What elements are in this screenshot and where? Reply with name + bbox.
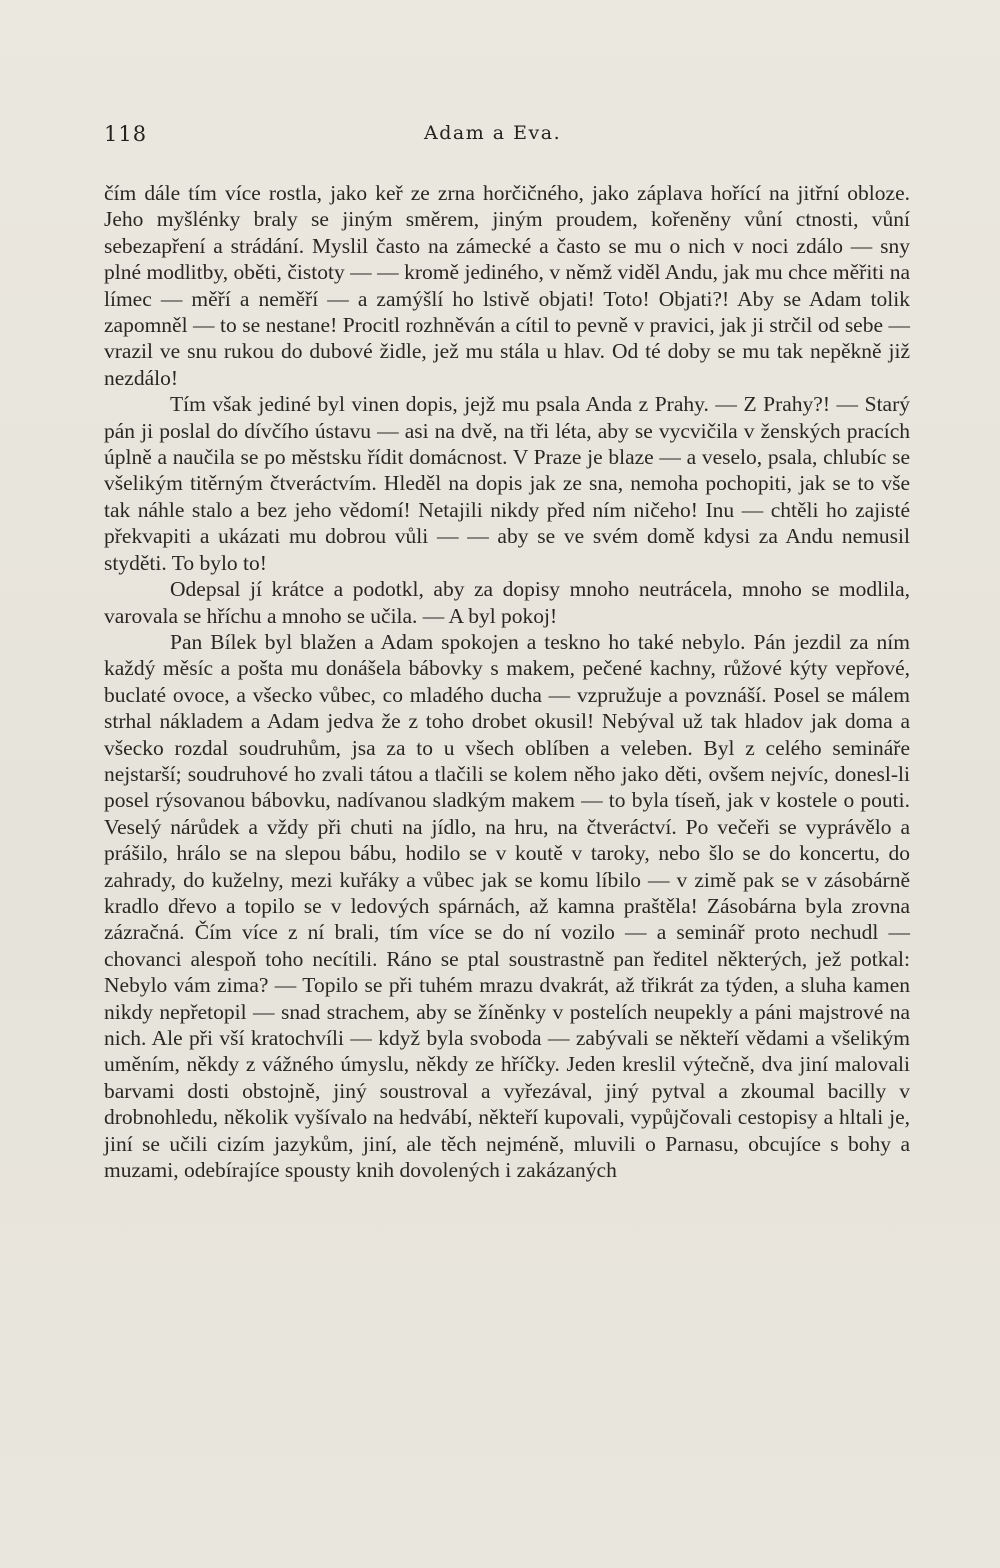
running-title: Adam a Eva. [424, 122, 562, 144]
paragraph: Odepsal jí krátce a podotkl, aby za dopisy mnoho neutrácela, mnoho se modlila, varovala se hříchu a mnoho se učila. — A byl pokoj! [104, 577, 910, 628]
paragraph: Tím však jediné byl vinen dopis, jejž mu psala Anda z Prahy. — Z Prahy?! — Starý pán ji poslal do dívčího ústavu — asi na dvě, na tři léta, aby se vycvičila v ženských pracích úplně a naučila se po městsku řídit domácnost. V Praze je blaze — a veselo, psala, chlubíc se všelikým titěrným čtveráctvím. Hleděl na dopis jak ze sna, nemoha pochopiti, jak se to vše tak náhle stalo a bez jeho vědomí! Netajili nikdy před ním ničeho! Inu — chtěli ho zajisté překvapiti a ukázati mu dobrou vůli — — aby se ve svém domě kdysi za Andu nemusil styděti. To bylo to! [104, 392, 910, 575]
page-header [104, 118, 910, 154]
page-number: 118 [104, 122, 148, 146]
paragraph: čím dále tím více rostla, jako keř ze zrna horčičného, jako záplava hořící na jitřní obloze. Jeho myšlénky braly se jiným směrem, jiným proudem, kořeněny vůní ctnosti, vůní sebezapření a strádání. Myslil často na zámecké a často se mu o nich v noci zdálo — sny plné modlitby, oběti, čistoty — — kromě jediného, v němž viděl Andu, jak mu chce měřiti na límec — měří a neměří — a zamýšlí ho lstivě objati! Toto! Objati?! Aby se Adam tolik zapomněl — to se nestane! Procitl rozhněván a cítil to pevně v pravici, jak ji strčil od sebe — vrazil ve snu rukou do dubové židle, jež mu stála u hlav. Od té doby se mu tak nepěkně již nezdálo! [104, 181, 910, 390]
body-text [104, 180, 910, 1183]
paragraph: Pan Bílek byl blažen a Adam spokojen a teskno ho také nebylo. Pán jezdil za ním každý měsíc a pošta mu donášela bábovky s makem, pečené kachny, růžové kýty vepřové, buclaté ovoce, a všecko vůbec, co mladého ducha — vzpružuje a povznáší. Posel se málem strhal nákladem a Adam jedva že z toho drobet okusil! Nebýval už tak hladov jak doma a všecko rozdal soudruhům, jsa za to u všech oblíben a veleben. Byl z celého semináře nejstarší; soudruhové ho zvali tátou a tlačili se kolem něho jako děti, ovšem nejvíc, donesl-li posel rýsovanou bábovku, nadívanou sladkým makem — to byla tíseň, jak v kostele o pouti. Veselý nárůdek a vždy při chuti na jídlo, na hru, na čtveráctví. Po večeři se vyprávělo a prášilo, hrálo se na slepou bábu, hodilo se v koutě v taroky, nebo šlo se do koncertu, do zahrady, do kuželny, mezi kuřáky a vůbec jak se komu líbilo — v zimě pak se v zásobárně kradlo dřevo a topilo se v ledových spárnách, až kamna praštěla! Zásobárna byla zrovna zázračná. Čím více z ní brali, tím více se do ní vozilo — a seminář proto nechudl — chovanci alespoň toho necítili. Ráno se ptal soustrastně pan ředitel některých, jež potkal: Nebylo vám zima? — Topilo se při tuhém mrazu dvakrát, až třikrát za týden, a sluha kamen nikdy nepřetopil — snad strachem, aby se žíněnky v postelích neupekly a páni majstrové na nich. Ale při vší kratochvíli — když byla svoboda — zabývali se někteří vědami a všelikým uměním, někdy z vážného úmyslu, někdy ze hříčky. Jeden kreslil výtečně, dva jiní malovali barvami dosti obstojně, jiný soustroval a vyřezával, jiný pytval a zkoumal bacilly v drobnohledu, několik vyšívalo na hedvábí, někteří kupovali, vypůjčovali cestopisy a hltali je, jiní se učili cizím jazykům, jiní, ale těch nejméně, mluvili o Parnasu, obcujíce s bohy a muzami, odebírajíce spousty knih dovolených i zakázaných [104, 629, 910, 1183]
